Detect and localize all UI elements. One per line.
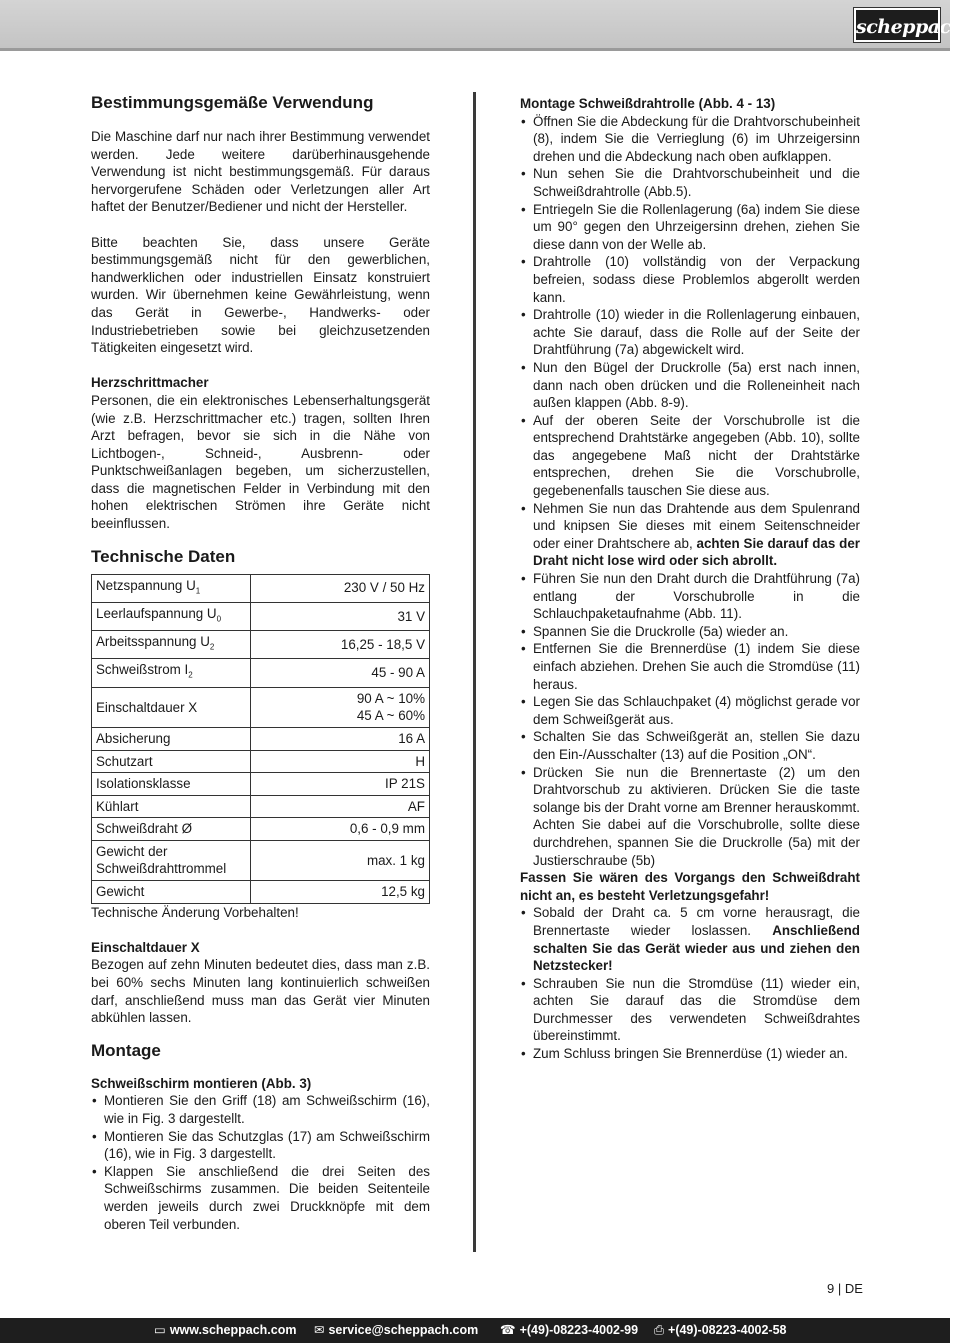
list-item: • Montieren Sie den Griff (18) am Schweißschirm (16), wie in Fig. 3 dargestellt. xyxy=(91,1092,430,1127)
table-row: Einschaltdauer X 90 A ~ 10% 45 A ~ 60% xyxy=(92,687,430,727)
column-divider xyxy=(473,92,476,1252)
paragraph-duty-cycle: Bezogen auf zehn Minuten bedeutet dies, dass man z.B. bei 60% sechs Minuten lang kontinuierlich schweißen darf, anschließend muss man das Gerät vier Minuten abkühlen lassen. xyxy=(91,957,430,1026)
phone-icon: ☎ xyxy=(500,1323,516,1337)
left-column xyxy=(91,92,430,1233)
list-item: • Spannen Sie die Druckrolle (5a) wieder an. xyxy=(520,623,860,641)
list-item: • Montieren Sie das Schutzglas (17) am Schweißschirm (16), wie in Fig. 3 dargestellt. xyxy=(91,1128,430,1163)
list-item: • Nun den Bügel der Druckrolle (5a) erst nach innen, dann nach oben drücken und die Rolleneinheit nach außen klappen (Abb. 8-9). xyxy=(520,359,860,412)
list-item: • Nehmen Sie nun das Drahtende aus dem Spulenrand und knipsen Sie dieses mit einem Seitenschneider oder einer Drahtschere ab, achten Sie darauf das der Draht nicht lose wird oder sich abrollt. xyxy=(520,500,860,570)
scheppach-logo: scheppach xyxy=(854,8,940,42)
list-item: • Sobald der Draht ca. 5 cm vorne herausragt, die Brennertaste wieder loslassen. Anschließend schalten Sie das Gerät wieder aus und ziehen den Netzstecker! xyxy=(520,904,860,974)
table-row: Leerlaufspannung $U_0$ 31 V xyxy=(92,602,430,630)
list-item: • Drahtrolle (10) vollständig von der Verpackung befreien, sodass diese Problemlos abgerollt werden kann. xyxy=(520,253,860,306)
table-row: Gewicht der Schweißdrahttrommel max. 1 kg xyxy=(92,840,430,880)
wire-spool-list xyxy=(520,113,860,870)
warning-text: Fassen Sie wären des Vorgangs den Schweißdraht nicht an, es besteht Verletzungsgefahr! xyxy=(520,870,860,903)
heading-intended-use: Bestimmungsgemäße Verwendung xyxy=(91,93,374,112)
technical-change-note: Technische Änderung Vorbehalten! xyxy=(91,904,299,920)
paragraph-pacemaker: Personen, die ein elektronisches Lebenserhaltungsgerät (wie z.B. Herzschrittmacher etc.) tragen, sollten Ihren Arzt befragen, bevor sie sich in die Nähe von Lichtbogen-, Schneid-, Ausbrenn- oder Punktschweißanlagen begeben, um sicherzustellen, dass die magnetischen Felder in Verbindung mit den hohen elektrischen Strömen ihre Geräte nicht beeinflussen. xyxy=(91,392,430,532)
envelope-icon: ✉ xyxy=(314,1323,325,1337)
technical-data-table xyxy=(91,574,430,904)
list-item: • Legen Sie das Schlauchpaket (4) möglichst gerade vor dem Schweißgerät aus. xyxy=(520,693,860,728)
table-row: Isolationsklasse IP 21S xyxy=(92,773,430,796)
footer-fax: ⎙ +(49)-08223-4002-58 xyxy=(654,1323,787,1337)
table-row: Netzspannung $U_1$ 230 V / 50 Hz xyxy=(92,574,430,602)
page-number: 9 | DE xyxy=(827,1281,863,1296)
table-row: Schweißdraht Ø 0,6 - 0,9 mm xyxy=(92,818,430,841)
final-steps-list xyxy=(520,904,860,1062)
computer-icon: ▭ xyxy=(154,1323,166,1337)
table-row: Schweißstrom $I_2$ 45 - 90 A xyxy=(92,659,430,687)
table-row: Kühlart AF xyxy=(92,795,430,818)
list-item: • Klappen Sie anschließend die drei Seiten des Schweißschirms zusammen. Die beiden Seitenteile werden jeweils durch zwei Druckknöpfe mit dem oberen Teil verbunden. xyxy=(91,1163,430,1233)
footer-phone[interactable]: ☎ +(49)-08223-4002-99 xyxy=(500,1323,639,1337)
list-item: • Auf der oberen Seite der Vorschubrolle ist die entsprechend Drahtstärke angegeben (Abb. 10), sollte das angegebene Maß nicht der Drahtstärke entsprechen, drehen Sie die Vorschubrolle, gegebenenfalls tauschen Sie diese aus. xyxy=(520,412,860,500)
footer-website[interactable]: ▭ www.scheppach.com xyxy=(154,1323,297,1337)
table-row: Schutzart H xyxy=(92,750,430,773)
list-item: • Nun sehen Sie die Drahtvorschubeinheit und die Schweißdrahtrolle (Abb.5). xyxy=(520,165,860,200)
subheading-welding-shield: Schweißschirm montieren (Abb. 3) xyxy=(91,1075,312,1091)
list-item: • Schrauben Sie nun die Stromdüse (11) wieder ein, achten Sie darauf das die Stromdüse dem Durchmesser des verwendeten Schweißdrahtes übereinstimmt. xyxy=(520,975,860,1045)
table-row: Gewicht 12,5 kg xyxy=(92,881,430,904)
fax-icon: ⎙ xyxy=(654,1323,665,1337)
subheading-duty-cycle: Einschaltdauer X xyxy=(91,939,200,955)
paragraph-intended-use: Die Maschine darf nur nach ihrer Bestimmung verwendet werden. Jede weitere darüberhinausgehende Verwendung ist nicht bestimmungsgemäß. Für daraus hervorgerufene Schäden oder Verletzungen aller Art haftet der Benutzer/Bediener und nicht der Hersteller. xyxy=(91,129,430,215)
list-item: • Entriegeln Sie die Rollenlagerung (6a) indem Sie diese um 90° gegen den Uhrzeigersinn drehen, ziehen Sie diese dann von der Welle ab. xyxy=(520,201,860,254)
list-item: • Drahtrolle (10) wieder in die Rollenlagerung einbauen, achte Sie darauf, dass die Rolle auf der Seite der Drahtführung (7a) abgewickelt wird. xyxy=(520,306,860,359)
subheading-pacemaker: Herzschrittmacher xyxy=(91,375,209,391)
heading-technical-data: Technische Daten xyxy=(91,546,236,566)
footer-bar xyxy=(0,1318,950,1343)
list-item: • Schalten Sie das Schweißgerät an, stellen Sie dazu den Ein-/Ausschalter (13) auf die Position „ON“. xyxy=(520,728,860,763)
list-item: • Zum Schluss bringen Sie Brennerdüse (1) wieder an. xyxy=(520,1045,860,1063)
paragraph-warranty: Bitte beachten Sie, dass unsere Geräte bestimmungsgemäß nicht für den gewerblichen, handwerklichen oder industriellen Einsatz konstruiert wurden. Wir übernehmen keine Gewährleistung, wenn das Gerät in Gewerbe-, Handwerks- oder Industriebetrieben sowie bei gleichzusetzenden Tätigkeiten eingesetzt wird. xyxy=(91,234,430,356)
list-item: • Führen Sie nun den Draht durch die Drahtführung (7a) entlang der Vorschubrolle in die Schlauchpaketaufnahme (Abb. 11). xyxy=(520,570,860,623)
right-column xyxy=(520,95,860,1063)
footer-email[interactable]: ✉ service@scheppach.com xyxy=(314,1323,479,1337)
subheading-wire-spool: Montage Schweißdrahtrolle (Abb. 4 - 13) xyxy=(520,96,776,111)
welding-shield-list xyxy=(91,1092,430,1233)
header-bar xyxy=(0,0,964,51)
table-row: Arbeitsspannung $U_2$ 16,25 - 18,5 V xyxy=(92,631,430,659)
list-item: • Drücken Sie nun die Brennertaste (2) um den Drahtvorschub zu aktivieren. Drücken Sie die taste solange bis der Draht vorne am Brenner herauskommt. Achten Sie dabei auf die Vorschubrolle, sollte diese durchdrehen, spannen Sie die Druckrolle (5a) mit der Justierschraube (5b) xyxy=(520,764,860,870)
list-item: • Entfernen Sie die Brennerdüse (1) indem Sie diese einfach abziehen. Drehen Sie auch die Stromdüse (11) heraus. xyxy=(520,640,860,693)
table-row: Absicherung 16 A xyxy=(92,727,430,750)
heading-assembly: Montage xyxy=(91,1040,161,1060)
list-item: • Öffnen Sie die Abdeckung für die Drahtvorschubeinheit (8), indem Sie die Verrieglung (6) im Uhrzeigersinn drehen und die Abdeckung nach oben aufklappen. xyxy=(520,113,860,166)
